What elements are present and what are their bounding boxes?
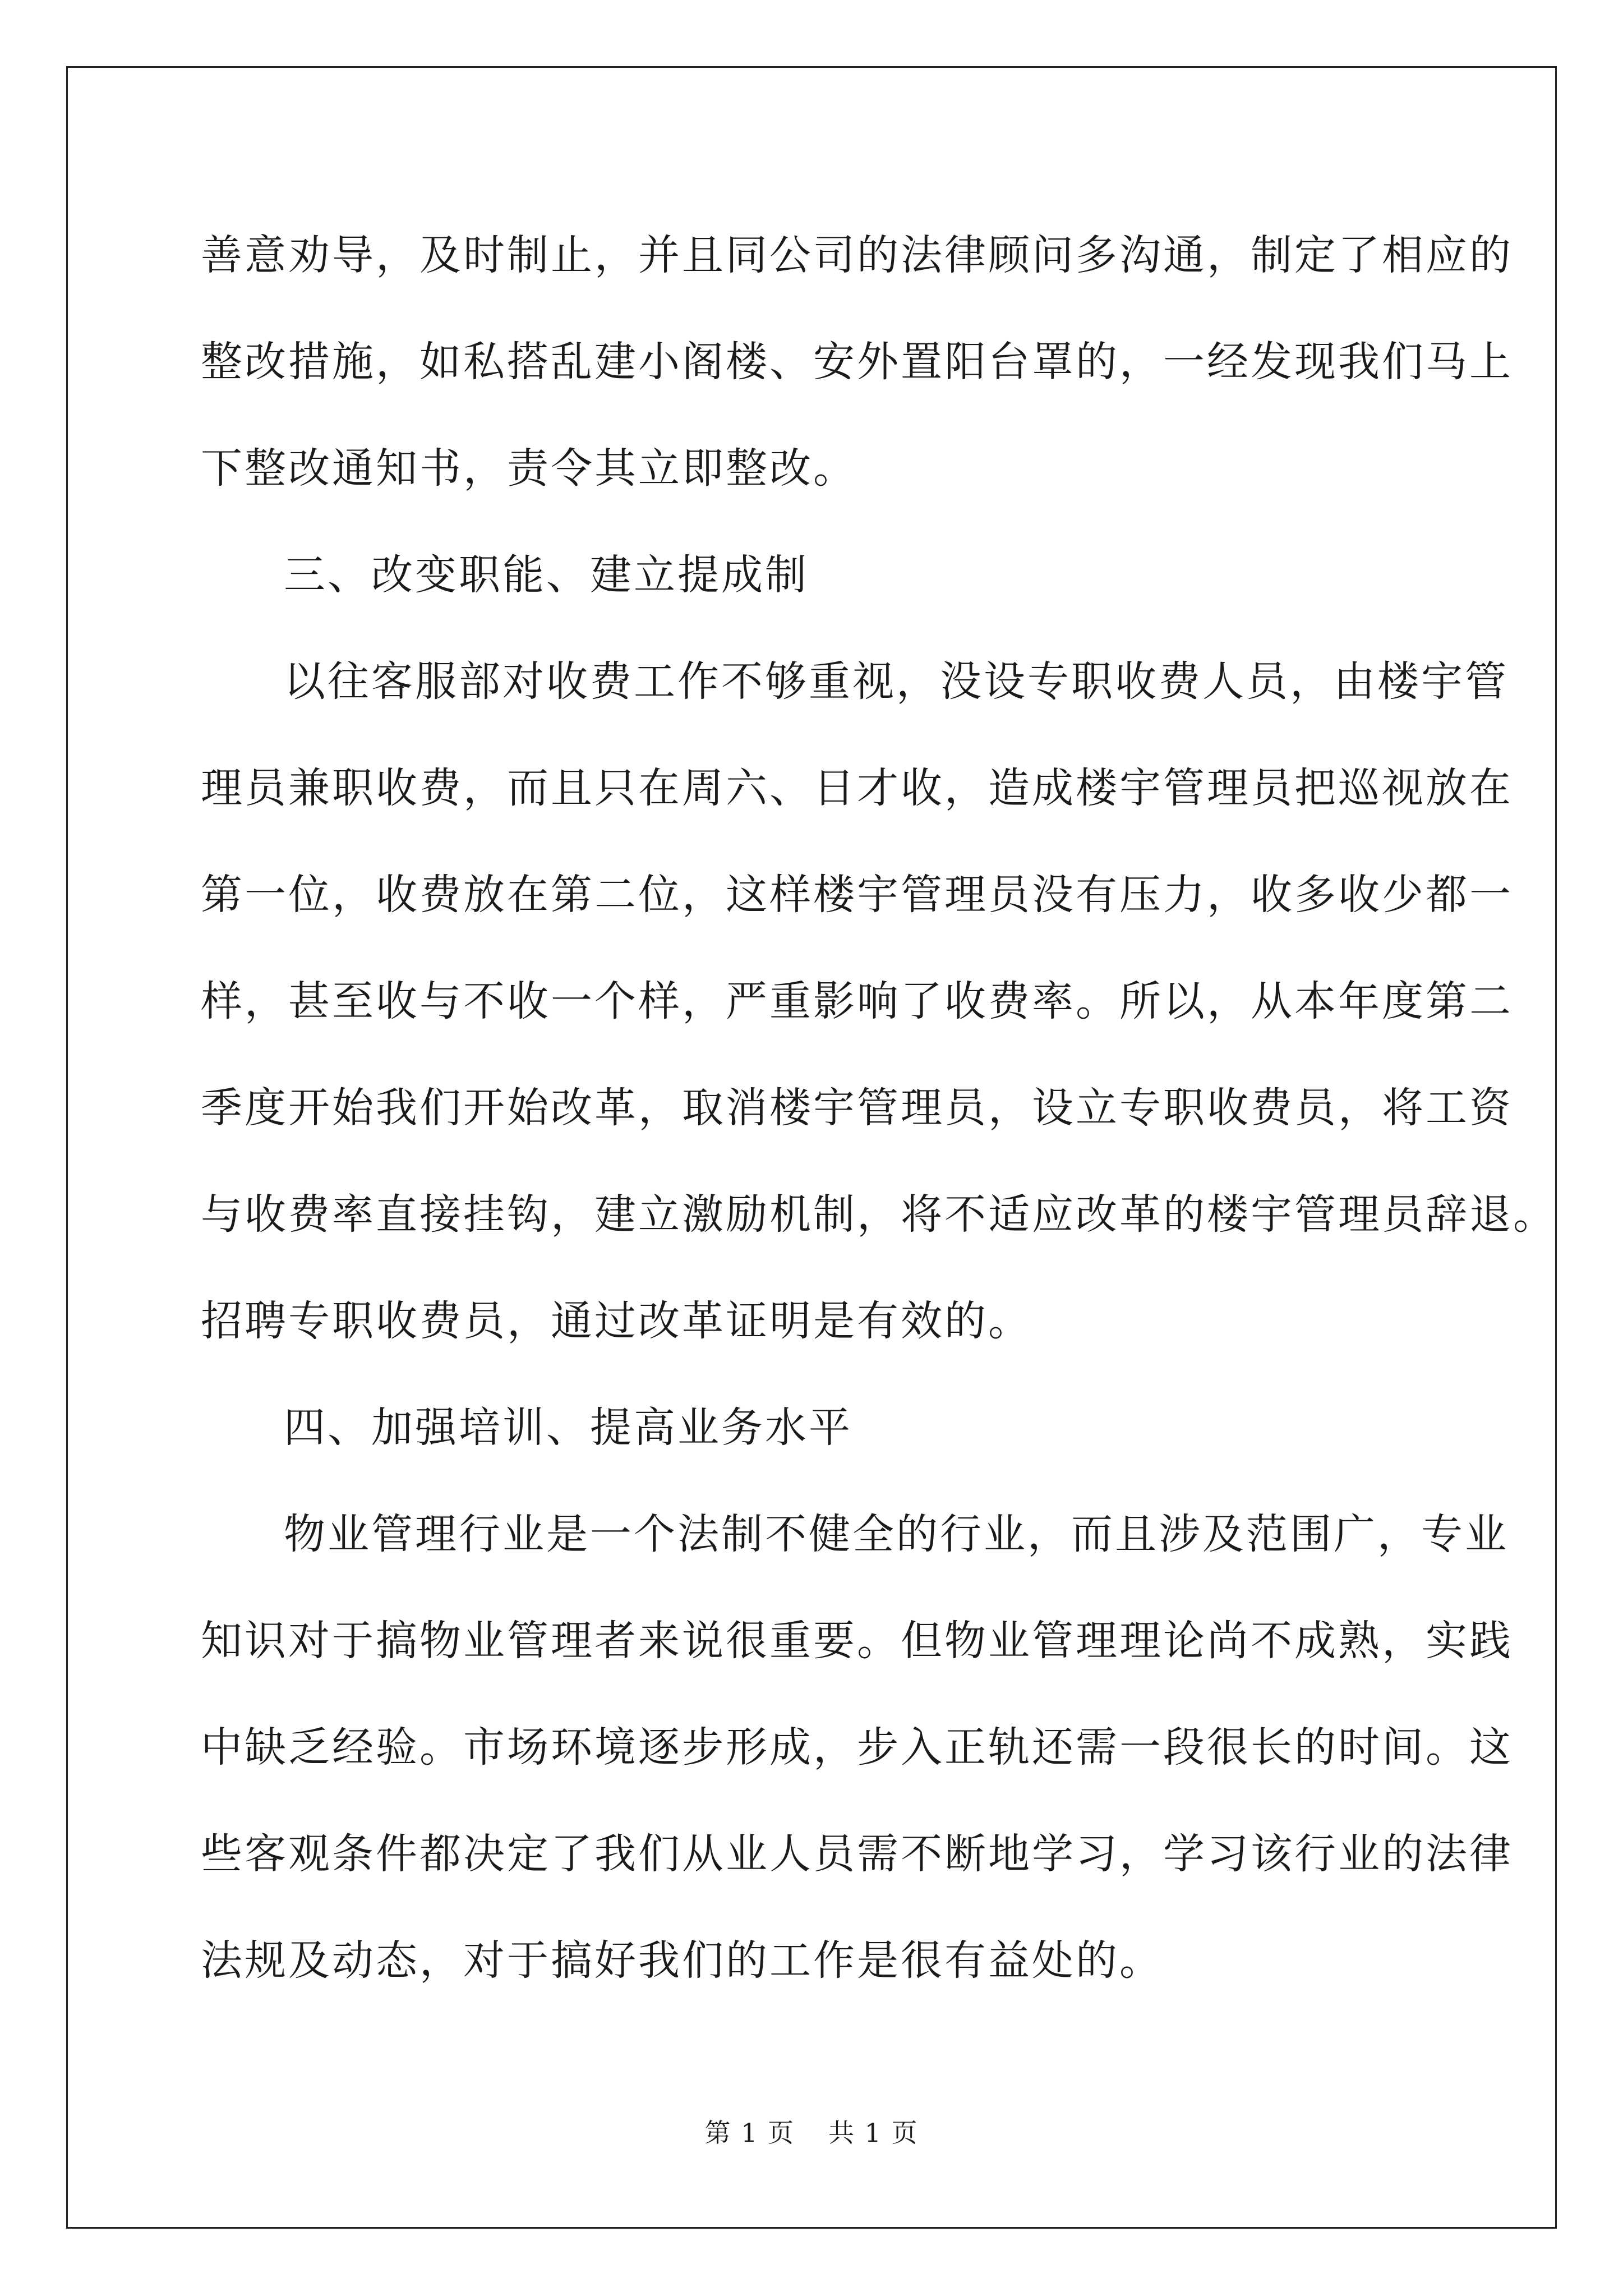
text-line: 季度开始我们开始改革，取消楼宇管理员，设立专职收费员，将工资 bbox=[201, 1084, 1513, 1132]
text-line: 些客观条件都决定了我们从业人员需不断地学习，学习该行业的法律 bbox=[201, 1830, 1513, 1878]
page-number: 第 1 页 bbox=[704, 2118, 795, 2148]
text-line: 整改措施，如私搭乱建小阁楼、安外置阳台罩的，一经发现我们马上 bbox=[201, 338, 1513, 386]
page-footer bbox=[0, 2113, 1623, 2150]
text-line: 第一位，收费放在第二位，这样楼宇管理员没有压力，收多收少都一 bbox=[201, 871, 1513, 919]
text-line: 理员兼职收费，而且只在周六、日才收，造成楼宇管理员把巡视放在 bbox=[201, 764, 1513, 812]
text-line: 法规及动态，对于搞好我们的工作是很有益处的。 bbox=[201, 1936, 1163, 1985]
section-heading: 四、加强培训、提高业务水平 bbox=[284, 1404, 852, 1452]
text-line: 物业管理行业是一个法制不健全的行业，而且涉及范围广，专业 bbox=[284, 1510, 1509, 1558]
text-line: 招聘专职收费员，通过改革证明是有效的。 bbox=[201, 1297, 1032, 1345]
text-line: 以往客服部对收费工作不够重视，没设专职收费人员，由楼宇管 bbox=[284, 657, 1509, 706]
text-line: 知识对于搞物业管理者来说很重要。但物业管理理论尚不成熟，实践 bbox=[201, 1617, 1513, 1665]
text-line: 样，甚至收与不收一个样，严重影响了收费率。所以，从本年度第二 bbox=[201, 977, 1513, 1025]
text-line: 善意劝导，及时制止，并且同公司的法律顾问多沟通，制定了相应的 bbox=[201, 231, 1513, 279]
document-body bbox=[201, 202, 1557, 2014]
text-line: 中缺乏经验。市场环境逐步形成，步入正轨还需一段很长的时间。这 bbox=[201, 1723, 1513, 1772]
page-total: 共 1 页 bbox=[828, 2118, 919, 2148]
text-line: 下整改通知书，责令其立即整改。 bbox=[201, 444, 857, 493]
text-line: 与收费率直接挂钩，建立激励机制，将不适应改革的楼宇管理员辞退。 bbox=[201, 1190, 1557, 1239]
section-heading: 三、改变职能、建立提成制 bbox=[284, 551, 809, 599]
